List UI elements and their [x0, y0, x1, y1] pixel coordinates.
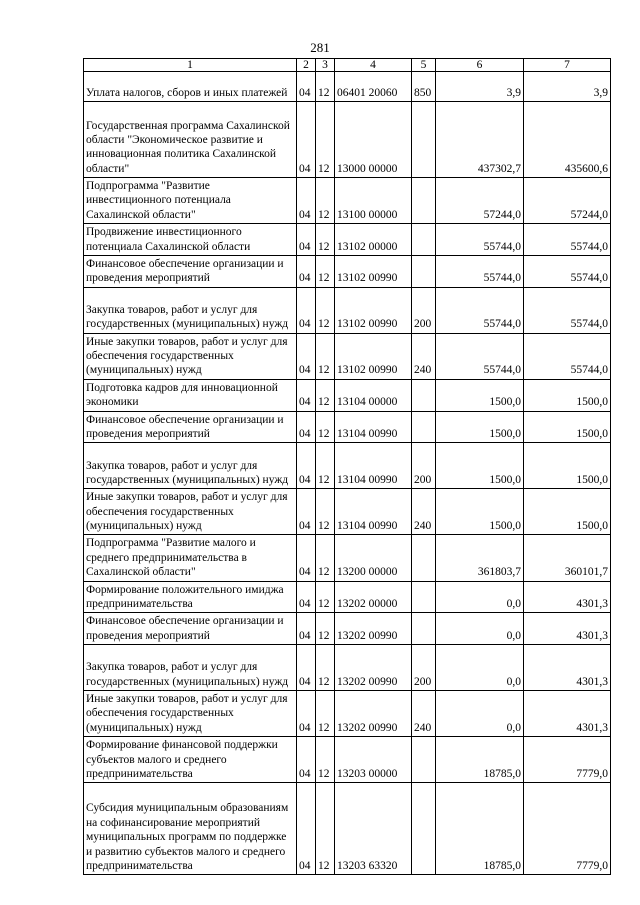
target-article-cell: 13104 00990	[335, 411, 412, 443]
amount-col7-cell: 55744,0	[524, 224, 611, 256]
column-header: 4	[335, 59, 412, 72]
expense-type-cell: 200	[412, 645, 436, 691]
section-code-cell: 04	[297, 613, 316, 645]
column-header: 1	[84, 59, 297, 72]
section-code-cell: 04	[297, 72, 316, 102]
expense-type-cell	[412, 224, 436, 256]
column-header: 7	[524, 59, 611, 72]
row-name-cell: Закупка товаров, работ и услуг для государственных (муниципальных) нужд	[84, 287, 297, 333]
amount-col7-cell: 7779,0	[524, 783, 611, 875]
subsection-code-cell: 12	[316, 645, 335, 691]
row-name-cell: Формирование финансовой поддержки субъектов малого и среднего предпринимательства	[84, 737, 297, 783]
amount-col7-cell: 1500,0	[524, 489, 611, 535]
amount-col7-cell: 4301,3	[524, 613, 611, 645]
table-row	[84, 255, 611, 287]
amount-col6-cell: 55744,0	[436, 224, 524, 256]
amount-col6-cell: 18785,0	[436, 737, 524, 783]
section-code-cell: 04	[297, 224, 316, 256]
subsection-code-cell: 12	[316, 178, 335, 224]
section-code-cell: 04	[297, 411, 316, 443]
amount-col7-cell: 4301,3	[524, 581, 611, 613]
section-code-cell: 04	[297, 737, 316, 783]
row-name-cell: Уплата налогов, сборов и иных платежей	[84, 72, 297, 102]
subsection-code-cell: 12	[316, 333, 335, 379]
expense-type-cell	[412, 178, 436, 224]
amount-col6-cell: 3,9	[436, 72, 524, 102]
amount-col6-cell: 55744,0	[436, 287, 524, 333]
section-code-cell: 04	[297, 379, 316, 411]
expense-type-cell	[412, 255, 436, 287]
table-header-row	[84, 59, 611, 72]
column-header: 3	[316, 59, 335, 72]
subsection-code-cell: 12	[316, 379, 335, 411]
amount-col7-cell: 7779,0	[524, 737, 611, 783]
column-header: 5	[412, 59, 436, 72]
amount-col7-cell: 4301,3	[524, 691, 611, 737]
amount-col6-cell: 1500,0	[436, 379, 524, 411]
target-article-cell: 13202 00990	[335, 691, 412, 737]
section-code-cell: 04	[297, 581, 316, 613]
subsection-code-cell: 12	[316, 691, 335, 737]
section-code-cell: 04	[297, 443, 316, 489]
section-code-cell: 04	[297, 645, 316, 691]
table-row	[84, 737, 611, 783]
subsection-code-cell: 12	[316, 443, 335, 489]
row-name-cell: Субсидия муниципальным образованиям на софинансирование мероприятий муниципальных программ по поддержке и развитию субъектов малого и среднего предпринимательства	[84, 783, 297, 875]
table-row	[84, 224, 611, 256]
table-row	[84, 489, 611, 535]
table-row	[84, 613, 611, 645]
target-article-cell: 13102 00000	[335, 224, 412, 256]
row-name-cell: Иные закупки товаров, работ и услуг для обеспечения государственных (муниципальных) нужд	[84, 333, 297, 379]
expense-type-cell: 240	[412, 691, 436, 737]
target-article-cell: 13203 00000	[335, 737, 412, 783]
amount-col7-cell: 55744,0	[524, 255, 611, 287]
column-header: 6	[436, 59, 524, 72]
target-article-cell: 13202 00990	[335, 613, 412, 645]
subsection-code-cell: 12	[316, 411, 335, 443]
row-name-cell: Государственная программа Сахалинской области "Экономическое развитие и инновационная политика Сахалинской области"	[84, 102, 297, 178]
table-row	[84, 178, 611, 224]
amount-col7-cell: 55744,0	[524, 287, 611, 333]
subsection-code-cell: 12	[316, 72, 335, 102]
subsection-code-cell: 12	[316, 102, 335, 178]
target-article-cell: 13102 00990	[335, 287, 412, 333]
amount-col7-cell: 1500,0	[524, 443, 611, 489]
target-article-cell: 06401 20060	[335, 72, 412, 102]
row-name-cell: Закупка товаров, работ и услуг для государственных (муниципальных) нужд	[84, 443, 297, 489]
row-name-cell: Финансовое обеспечение организации и проведения мероприятий	[84, 613, 297, 645]
expense-type-cell	[412, 783, 436, 875]
row-name-cell: Иные закупки товаров, работ и услуг для обеспечения государственных (муниципальных) нужд	[84, 489, 297, 535]
section-code-cell: 04	[297, 102, 316, 178]
amount-col7-cell: 1500,0	[524, 379, 611, 411]
expense-type-cell: 200	[412, 287, 436, 333]
amount-col6-cell: 437302,7	[436, 102, 524, 178]
table-row	[84, 287, 611, 333]
target-article-cell: 13203 63320	[335, 783, 412, 875]
expense-type-cell: 200	[412, 443, 436, 489]
amount-col6-cell: 1500,0	[436, 489, 524, 535]
table-row	[84, 333, 611, 379]
target-article-cell: 13102 00990	[335, 333, 412, 379]
expense-type-cell	[412, 581, 436, 613]
target-article-cell: 13104 00990	[335, 443, 412, 489]
target-article-cell: 13102 00990	[335, 255, 412, 287]
row-name-cell: Формирование положительного имиджа предпринимательства	[84, 581, 297, 613]
row-name-cell: Закупка товаров, работ и услуг для государственных (муниципальных) нужд	[84, 645, 297, 691]
table-row	[84, 783, 611, 875]
expense-type-cell	[412, 535, 436, 581]
table-row	[84, 535, 611, 581]
section-code-cell: 04	[297, 535, 316, 581]
table-row	[84, 645, 611, 691]
subsection-code-cell: 12	[316, 224, 335, 256]
amount-col7-cell: 435600,6	[524, 102, 611, 178]
subsection-code-cell: 12	[316, 783, 335, 875]
subsection-code-cell: 12	[316, 489, 335, 535]
expense-type-cell: 240	[412, 333, 436, 379]
amount-col6-cell: 1500,0	[436, 411, 524, 443]
subsection-code-cell: 12	[316, 287, 335, 333]
amount-col6-cell: 0,0	[436, 581, 524, 613]
amount-col7-cell: 55744,0	[524, 333, 611, 379]
table-row	[84, 691, 611, 737]
amount-col6-cell: 0,0	[436, 645, 524, 691]
subsection-code-cell: 12	[316, 255, 335, 287]
subsection-code-cell: 12	[316, 581, 335, 613]
expense-type-cell: 850	[412, 72, 436, 102]
section-code-cell: 04	[297, 691, 316, 737]
amount-col6-cell: 0,0	[436, 613, 524, 645]
budget-table	[83, 58, 611, 875]
expense-type-cell: 240	[412, 489, 436, 535]
row-name-cell: Финансовое обеспечение организации и проведения мероприятий	[84, 411, 297, 443]
column-header: 2	[297, 59, 316, 72]
amount-col7-cell: 4301,3	[524, 645, 611, 691]
table-row	[84, 443, 611, 489]
amount-col7-cell: 57244,0	[524, 178, 611, 224]
expense-type-cell	[412, 102, 436, 178]
expense-type-cell	[412, 613, 436, 645]
section-code-cell: 04	[297, 783, 316, 875]
amount-col6-cell: 1500,0	[436, 443, 524, 489]
amount-col6-cell: 0,0	[436, 691, 524, 737]
section-code-cell: 04	[297, 489, 316, 535]
subsection-code-cell: 12	[316, 613, 335, 645]
row-name-cell: Финансовое обеспечение организации и проведения мероприятий	[84, 255, 297, 287]
table-row	[84, 411, 611, 443]
amount-col6-cell: 361803,7	[436, 535, 524, 581]
row-name-cell: Подпрограмма "Развитие инвестиционного потенциала Сахалинской области"	[84, 178, 297, 224]
section-code-cell: 04	[297, 178, 316, 224]
amount-col6-cell: 55744,0	[436, 333, 524, 379]
amount-col6-cell: 18785,0	[436, 783, 524, 875]
target-article-cell: 13104 00990	[335, 489, 412, 535]
row-name-cell: Иные закупки товаров, работ и услуг для обеспечения государственных (муниципальных) нужд	[84, 691, 297, 737]
section-code-cell: 04	[297, 287, 316, 333]
subsection-code-cell: 12	[316, 737, 335, 783]
amount-col7-cell: 3,9	[524, 72, 611, 102]
amount-col7-cell: 1500,0	[524, 411, 611, 443]
amount-col6-cell: 55744,0	[436, 255, 524, 287]
page-number: 281	[310, 40, 330, 55]
table-row	[84, 379, 611, 411]
expense-type-cell	[412, 411, 436, 443]
target-article-cell: 13202 00000	[335, 581, 412, 613]
table-row	[84, 581, 611, 613]
section-code-cell: 04	[297, 333, 316, 379]
target-article-cell: 13000 00000	[335, 102, 412, 178]
amount-col6-cell: 57244,0	[436, 178, 524, 224]
row-name-cell: Продвижение инвестиционного потенциала Сахалинской области	[84, 224, 297, 256]
row-name-cell: Подпрограмма "Развитие малого и среднего предпринимательства в Сахалинской области"	[84, 535, 297, 581]
target-article-cell: 13100 00000	[335, 178, 412, 224]
subsection-code-cell: 12	[316, 535, 335, 581]
target-article-cell: 13200 00000	[335, 535, 412, 581]
table-row	[84, 102, 611, 178]
expense-type-cell	[412, 737, 436, 783]
target-article-cell: 13104 00000	[335, 379, 412, 411]
target-article-cell: 13202 00990	[335, 645, 412, 691]
table-row	[84, 72, 611, 102]
row-name-cell: Подготовка кадров для инновационной экономики	[84, 379, 297, 411]
amount-col7-cell: 360101,7	[524, 535, 611, 581]
section-code-cell: 04	[297, 255, 316, 287]
expense-type-cell	[412, 379, 436, 411]
